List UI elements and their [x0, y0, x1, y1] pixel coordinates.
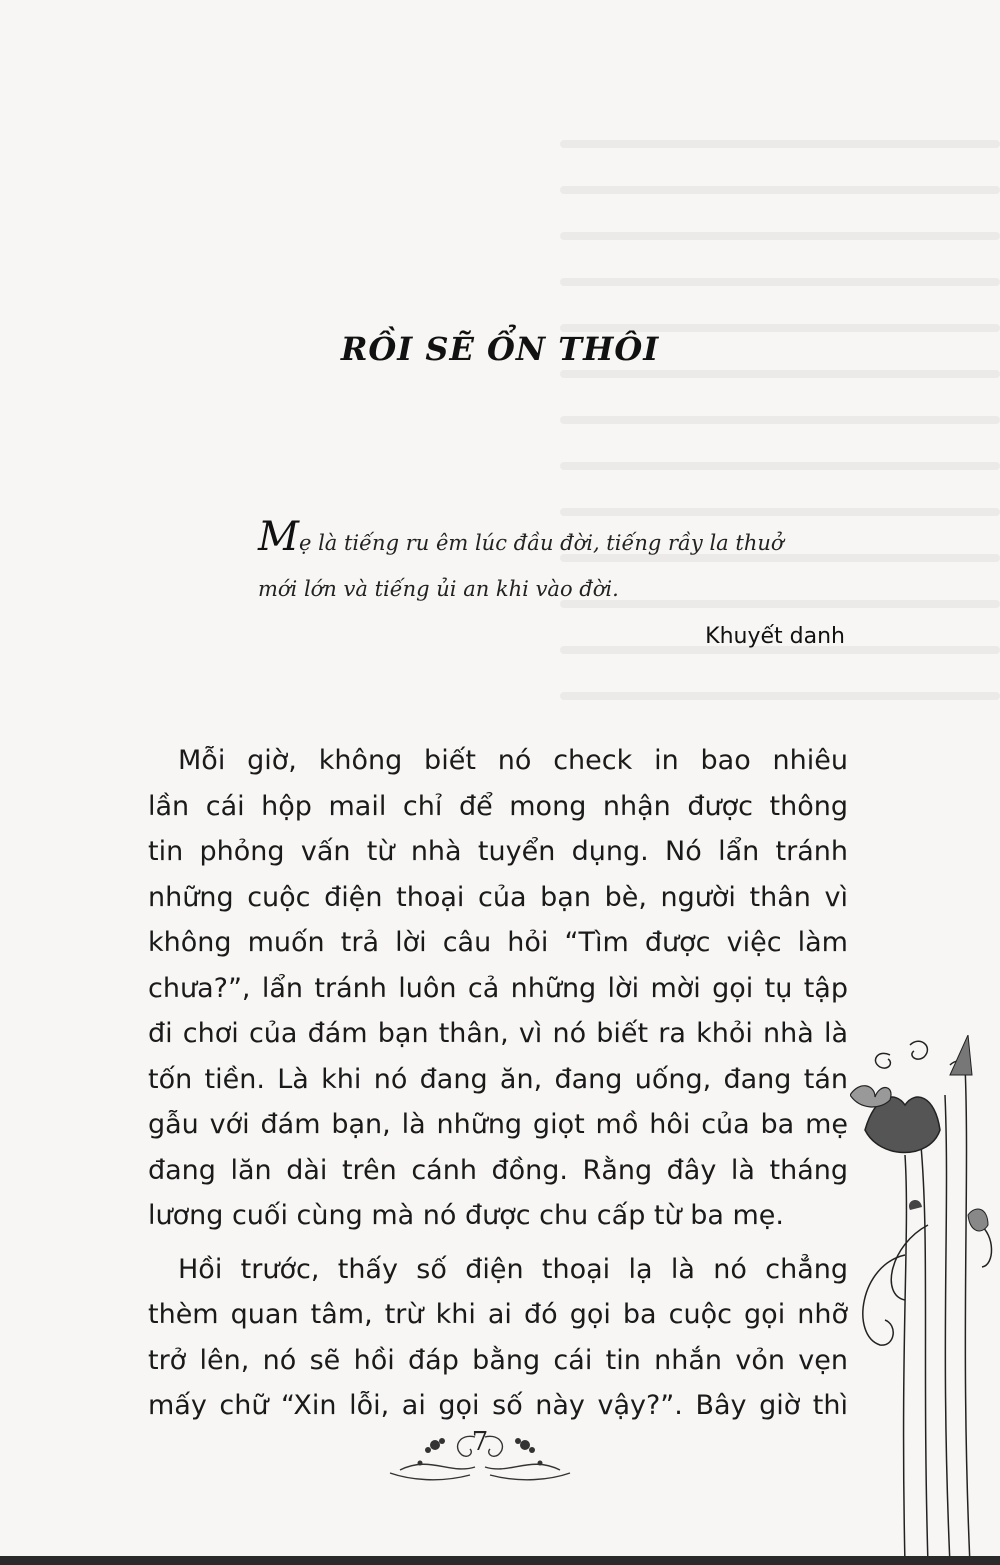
chapter-title: RỒI SẼ ỔN THÔI — [340, 330, 660, 368]
page-number: 7 — [471, 1427, 489, 1457]
flower-decoration-icon — [850, 1035, 1000, 1565]
text-line: chưa?”, lẩn tránh luôn cả những lời mời gọi tụ tập — [148, 972, 848, 1004]
text-line: những cuộc điện thoại của bạn bè, người thân vì — [148, 881, 848, 913]
text-line: Mỗi giờ, không biết nó check in bao nhiêu — [178, 745, 848, 776]
text-line: lần cái hộp mail chỉ để mong nhận được thông — [148, 790, 848, 822]
text-line: thèm quan tâm, trừ khi ai đó gọi ba cuộc gọi nhỡ — [148, 1299, 848, 1330]
paragraph-2 — [148, 1247, 848, 1429]
text-line: Hồi trước, thấy số điện thoại lạ là nó chẳng — [178, 1253, 848, 1285]
text-line: không muốn trả lời câu hỏi “Tìm được việc làm — [148, 927, 848, 958]
epigraph — [258, 514, 858, 612]
text-line: đi chơi của đám bạn thân, vì nó biết ra khỏi nhà là — [148, 1018, 848, 1049]
text-line: gẫu với đám bạn, là những giọt mồ hôi của ba mẹ — [148, 1109, 848, 1140]
text-line: mấy chữ “Xin lỗi, ai gọi số này vậy?”. Bây giờ thì — [148, 1390, 848, 1421]
body-text — [148, 738, 848, 1437]
text-line: đang lăn dài trên cánh đồng. Rằng đây là tháng — [148, 1154, 848, 1186]
text-line: tin phỏng vấn từ nhà tuyển dụng. Nó lẩn tránh — [148, 836, 848, 867]
epigraph-line-1 — [258, 514, 858, 566]
bleed-through-texture — [560, 140, 1000, 740]
text-line: tốn tiền. Là khi nó đang ăn, đang uống, đang tán — [148, 1063, 848, 1095]
text-line: lương cuối cùng mà nó được chu cấp từ ba mẹ. — [148, 1200, 784, 1231]
epigraph-attribution: Khuyết danh — [705, 624, 845, 649]
page-footer — [380, 1425, 580, 1495]
epigraph-line-2: mới lớn và tiếng ủi an khi vào đời. — [258, 577, 619, 601]
epigraph-line-1-text: ẹ là tiếng ru êm lúc đầu đời, tiếng rầy la thuở — [298, 531, 784, 555]
text-line: trở lên, nó sẽ hồi đáp bằng cái tin nhắn vỏn vẹn — [148, 1344, 848, 1376]
page-bottom-edge — [0, 1556, 1000, 1565]
paragraph-1 — [148, 738, 848, 1239]
epigraph-drop-cap: M — [258, 514, 299, 560]
